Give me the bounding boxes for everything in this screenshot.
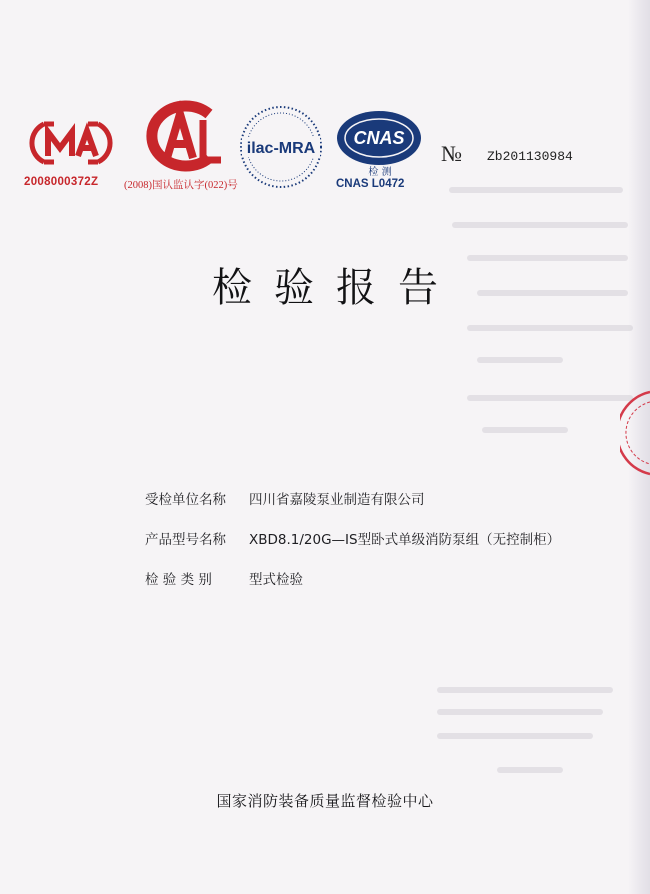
ma-certificate-number: 2008000372Z <box>24 176 99 188</box>
field-label: 产品型号名称 <box>145 532 226 548</box>
svg-text:ilac-MRA: ilac-MRA <box>246 140 316 157</box>
issuing-organization: 国家消防装备质量监督检验中心 <box>216 792 434 810</box>
cnas-code: CNAS L0472 <box>336 178 405 190</box>
field-row-inspected-unit <box>145 488 425 508</box>
report-number: Zb201130984 <box>487 149 573 164</box>
field-value: 型式检验 <box>249 572 303 588</box>
field-value: 四川省嘉陵泵业制造有限公司 <box>249 492 425 508</box>
field-label: 受检单位名称 <box>145 492 226 508</box>
field-label: 检 验 类 别 <box>145 572 212 588</box>
svg-text:CNAS: CNAS <box>353 128 405 148</box>
red-seal-stamp <box>620 388 650 478</box>
number-symbol: № <box>441 141 462 166</box>
cal-certificate-number: (2008)国认监认字(022)号 <box>124 180 238 191</box>
cnas-subtitle: 检 测 <box>368 167 392 178</box>
field-row-product-model <box>145 528 560 548</box>
report-title: 检验报告 <box>212 265 460 311</box>
field-row-inspection-type <box>145 568 303 588</box>
field-value: XBD8.1/20G—IS型卧式单级消防泵组（无控制柜） <box>249 532 561 548</box>
